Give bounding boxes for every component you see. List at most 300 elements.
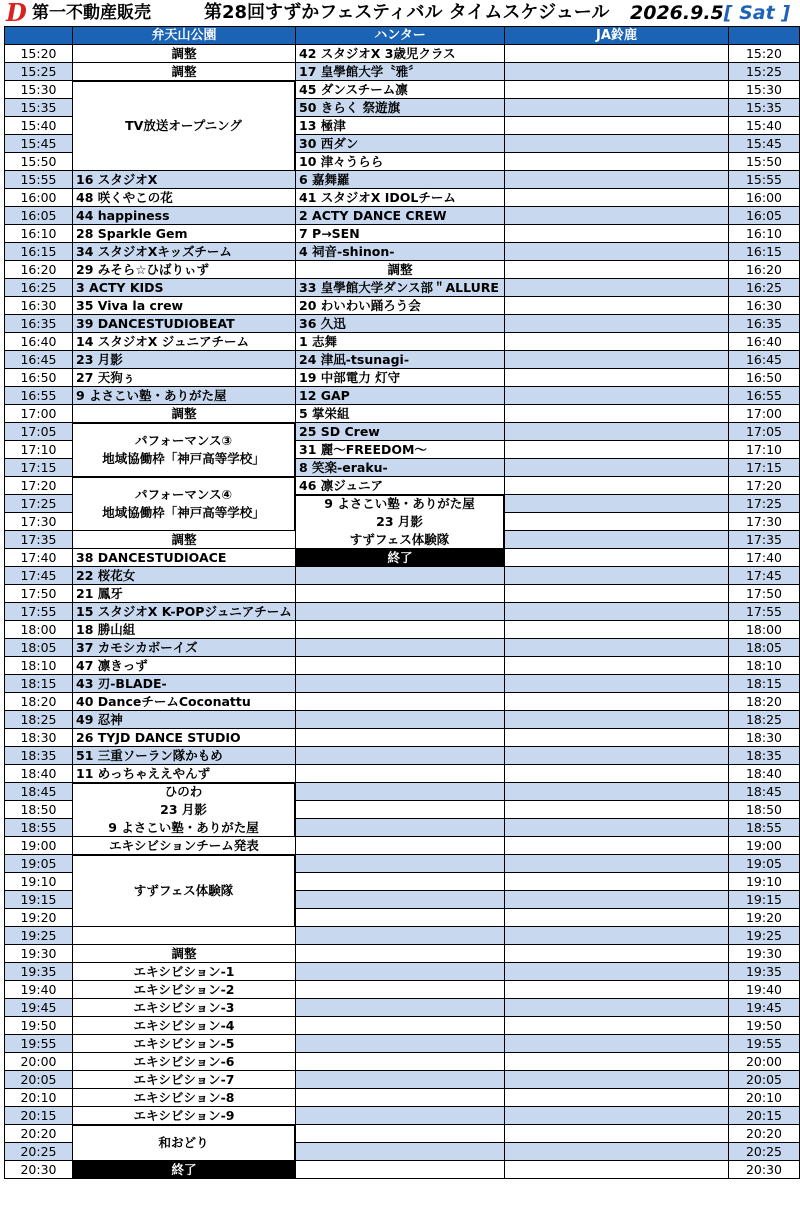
time-cell-right: 18:40 [729,765,800,783]
time-cell-right: 18:05 [729,639,800,657]
hunter-cell: 1 志舞 [296,333,505,351]
ja-suzuka-cell [505,1125,729,1143]
table-row [5,711,800,729]
hunter-cell: 17 皇學館大学〝雅〞 [296,63,505,81]
time-cell-right: 18:20 [729,693,800,711]
time-cell: 17:00 [5,405,73,423]
ja-suzuka-cell [505,81,729,99]
time-cell: 20:00 [5,1053,73,1071]
time-cell-right: 17:25 [729,495,800,513]
time-cell: 19:30 [5,945,73,963]
time-cell-right: 15:25 [729,63,800,81]
bentenyama-cell: エキシビション-1 [73,963,296,981]
ja-suzuka-cell [505,873,729,891]
bentenyama-cell: エキシビション-9 [73,1107,296,1125]
block-line: 9 よさこい塾・ありがた屋 [324,496,475,511]
ja-suzuka-cell [505,189,729,207]
weekday: Sat [739,2,775,24]
time-cell: 19:40 [5,981,73,999]
time-cell: 15:35 [5,99,73,117]
bentenyama-cell: 43 刃-BLADE- [73,675,296,693]
time-cell-right: 19:00 [729,837,800,855]
time-cell: 16:55 [5,387,73,405]
time-cell: 19:15 [5,891,73,909]
hunter-cell: 8 笑楽-eraku- [296,459,505,477]
ja-suzuka-cell [505,369,729,387]
hunter-cell: 41 スタジオX IDOLチーム [296,189,505,207]
time-cell-right: 16:55 [729,387,800,405]
block-line: すずフェス体験隊 [349,532,450,547]
table-row [5,351,800,369]
time-cell: 15:50 [5,153,73,171]
bentenyama-cell [73,927,296,945]
ja-suzuka-cell [505,603,729,621]
ja-suzuka-cell [505,855,729,873]
bentenyama-cell: 26 TYJD DANCE STUDIO [73,729,296,747]
time-cell: 16:45 [5,351,73,369]
hunter-cell [296,927,505,945]
time-cell: 18:25 [5,711,73,729]
table-row [5,927,800,945]
hunter-cell [296,1053,505,1071]
time-cell-right: 18:30 [729,729,800,747]
time-cell-right: 15:40 [729,117,800,135]
schedule-rows [5,45,800,1179]
time-cell-right: 18:25 [729,711,800,729]
block-line: 地域協働枠「神戸高等学校」 [102,505,265,520]
time-cell: 16:25 [5,279,73,297]
hunter-cell: 12 GAP [296,387,505,405]
time-cell-right: 16:10 [729,225,800,243]
ja-suzuka-cell [505,711,729,729]
bentenyama-cell: 3 ACTY KIDS [73,279,296,297]
bentenyama-cell: 14 スタジオX ジュニアチーム [73,333,296,351]
ja-suzuka-cell [505,261,729,279]
performance-4-block [72,477,295,531]
ja-suzuka-cell [505,981,729,999]
time-cell-right: 19:40 [729,981,800,999]
hunter-cell: 36 久迅 [296,315,505,333]
time-cell-right: 16:00 [729,189,800,207]
time-cell: 18:55 [5,819,73,837]
time-cell-right: 17:55 [729,603,800,621]
table-row [5,387,800,405]
time-cell: 19:25 [5,927,73,945]
ja-suzuka-cell [505,459,729,477]
time-cell-right: 19:05 [729,855,800,873]
table-row [5,189,800,207]
time-cell-right: 20:30 [729,1161,800,1179]
block-line: 和おどり [158,1135,209,1150]
hunter-cell [296,585,505,603]
hunter-cell [296,1125,505,1143]
table-row [5,693,800,711]
table-row [5,657,800,675]
ja-suzuka-cell [505,963,729,981]
time-cell-right: 15:30 [729,81,800,99]
ja-suzuka-cell [505,153,729,171]
time-cell-right: 18:55 [729,819,800,837]
time-cell: 17:55 [5,603,73,621]
hunter-cell [296,1089,505,1107]
time-cell-right: 15:50 [729,153,800,171]
time-cell-right: 17:20 [729,477,800,495]
block-line: パフォーマンス③ [134,433,233,448]
bentenyama-cell: 27 天狗ぅ [73,369,296,387]
ja-suzuka-cell [505,891,729,909]
bentenyama-cell: エキシビション-7 [73,1071,296,1089]
ja-suzuka-cell [505,225,729,243]
performance-3-block [72,423,295,477]
time-cell: 16:20 [5,261,73,279]
hunter-cell [296,819,505,837]
bentenyama-cell: 29 みそら☆ひばりぃず [73,261,296,279]
ja-suzuka-cell [505,477,729,495]
hunter-cell [296,1017,505,1035]
hunter-cell [296,1143,505,1161]
time-cell-right: 17:50 [729,585,800,603]
time-cell: 18:30 [5,729,73,747]
time-cell: 16:50 [5,369,73,387]
ja-suzuka-cell [505,729,729,747]
hunter-cell [296,909,505,927]
hunter-cell: 45 ダンスチーム凛 [296,81,505,99]
table-row [5,297,800,315]
time-cell: 17:25 [5,495,73,513]
time-cell-right: 18:35 [729,747,800,765]
time-cell-right: 16:50 [729,369,800,387]
hunter-cell [296,657,505,675]
time-cell-right: 19:55 [729,1035,800,1053]
time-cell-right: 19:30 [729,945,800,963]
time-cell-right: 20:05 [729,1071,800,1089]
block-line: 9 よさこい塾・ありがた屋 [108,820,259,835]
hunter-cell [296,1161,505,1179]
hunter-cell [296,963,505,981]
ja-suzuka-cell [505,297,729,315]
time-cell-right: 20:00 [729,1053,800,1071]
time-cell-right: 15:45 [729,135,800,153]
date-bracket-close: ] [781,2,790,24]
time-cell-right: 17:00 [729,405,800,423]
hunter-cell: 30 西ダン [296,135,505,153]
bentenyama-cell: 40 DanceチームCoconattu [73,693,296,711]
block-line: すずフェス体験隊 [133,883,234,898]
table-row [5,279,800,297]
time-cell-right: 18:10 [729,657,800,675]
time-cell-right: 18:50 [729,801,800,819]
ja-suzuka-cell [505,819,729,837]
table-row [5,963,800,981]
hunter-cell [296,891,505,909]
time-cell-right: 16:20 [729,261,800,279]
ja-suzuka-cell [505,531,729,549]
ja-suzuka-cell [505,279,729,297]
ja-suzuka-cell [505,495,729,513]
bentenyama-cell: 28 Sparkle Gem [73,225,296,243]
column-header-row [5,27,800,45]
hunter-cell [296,765,505,783]
time-cell: 15:55 [5,171,73,189]
date-text: 2026.9.5 [630,2,724,24]
bentenyama-cell: 35 Viva la crew [73,297,296,315]
hunter-cell: 2 ACTY DANCE CREW [296,207,505,225]
bentenyama-cell: 23 月影 [73,351,296,369]
hunter-cell: 10 津々うらら [296,153,505,171]
ja-suzuka-cell [505,315,729,333]
table-row [5,621,800,639]
table-row [5,171,800,189]
ja-suzuka-cell [505,585,729,603]
time-cell: 15:20 [5,45,73,63]
time-cell: 19:50 [5,1017,73,1035]
hunter-cell [296,1035,505,1053]
ja-suzuka-cell [505,1107,729,1125]
time-cell-right: 20:20 [729,1125,800,1143]
ja-suzuka-cell [505,747,729,765]
hunter-cell [296,855,505,873]
time-cell-right: 16:45 [729,351,800,369]
ja-suzuka-cell [505,387,729,405]
hunter-cell [296,693,505,711]
time-cell-right: 19:20 [729,909,800,927]
time-cell-right: 17:10 [729,441,800,459]
table-row [5,999,800,1017]
time-cell: 20:15 [5,1107,73,1125]
time-cell: 18:00 [5,621,73,639]
hunter-cell: 6 嘉舞羅 [296,171,505,189]
time-cell-right: 15:35 [729,99,800,117]
page-title: 第28回すずかフェスティバル タイムスケジュール [204,2,610,23]
time-cell: 18:15 [5,675,73,693]
hunter-cell: 7 P→SEN [296,225,505,243]
table-row [5,1071,800,1089]
time-cell: 16:10 [5,225,73,243]
hunter-cell: 31 麗～FREEDOM～ [296,441,505,459]
table-row [5,333,800,351]
table-row [5,1107,800,1125]
hunter-cell [296,1071,505,1089]
time-cell-right: 19:15 [729,891,800,909]
date-bracket-open: [ [723,2,733,24]
hunter-cell [296,711,505,729]
time-cell: 20:05 [5,1071,73,1089]
bentenyama-cell: 11 めっちゃええやんず [73,765,296,783]
time-cell: 17:45 [5,567,73,585]
ja-suzuka-cell [505,837,729,855]
time-cell: 17:40 [5,549,73,567]
hunter-cell [296,945,505,963]
time-column-header-right [729,27,800,45]
block-line: 23 月影 [160,802,207,817]
time-cell: 19:00 [5,837,73,855]
hinowa-block [72,783,295,837]
time-cell: 16:05 [5,207,73,225]
hunter-cell [296,675,505,693]
time-cell-right: 18:45 [729,783,800,801]
table-row [5,1035,800,1053]
hunter-cell [296,837,505,855]
time-cell: 18:45 [5,783,73,801]
hunter-cell: 19 中部電力 灯守 [296,369,505,387]
time-cell: 16:15 [5,243,73,261]
time-cell-right: 16:35 [729,315,800,333]
time-cell: 16:35 [5,315,73,333]
time-cell-right: 16:40 [729,333,800,351]
table-row [5,243,800,261]
bentenyama-cell: 終了 [73,1161,296,1179]
ja-suzuka-cell [505,1089,729,1107]
table-row [5,747,800,765]
tv-opening-block [72,81,295,171]
time-cell: 18:40 [5,765,73,783]
hunter-cell [296,621,505,639]
venue-header-bentenyama: 弁天山公園 [73,27,296,45]
ja-suzuka-cell [505,1017,729,1035]
hunter-cell: 13 極津 [296,117,505,135]
header [0,0,800,26]
table-row [5,603,800,621]
time-cell-right: 17:35 [729,531,800,549]
company-logo: D [6,0,27,27]
time-cell-right: 17:45 [729,567,800,585]
hunter-cell [296,747,505,765]
time-cell: 16:00 [5,189,73,207]
suzufes-experience-block [72,855,295,927]
ja-suzuka-cell [505,1143,729,1161]
time-cell: 20:25 [5,1143,73,1161]
bentenyama-cell: 49 忍神 [73,711,296,729]
time-cell-right: 17:40 [729,549,800,567]
bentenyama-cell: エキシビション-4 [73,1017,296,1035]
bentenyama-cell: 51 三重ソーラン隊かもめ [73,747,296,765]
time-cell: 19:45 [5,999,73,1017]
table-row [5,1089,800,1107]
time-cell: 19:35 [5,963,73,981]
hunter-finale-block [295,495,504,549]
ja-suzuka-cell [505,45,729,63]
ja-suzuka-cell [505,783,729,801]
time-cell: 17:05 [5,423,73,441]
ja-suzuka-cell [505,441,729,459]
table-row [5,567,800,585]
table-row [5,639,800,657]
table-row [5,729,800,747]
ja-suzuka-cell [505,405,729,423]
venue-header-ja-suzuka: JA鈴鹿 [505,27,729,45]
bentenyama-cell: 15 スタジオX K-POPジュニアチーム [73,603,296,621]
time-cell: 17:35 [5,531,73,549]
ja-suzuka-cell [505,765,729,783]
time-cell: 18:10 [5,657,73,675]
time-cell-right: 19:45 [729,999,800,1017]
ja-suzuka-cell [505,207,729,225]
ja-suzuka-cell [505,351,729,369]
hunter-cell: 20 わいわい踊ろう会 [296,297,505,315]
hunter-cell [296,999,505,1017]
event-date [630,2,790,24]
time-cell-right: 17:30 [729,513,800,531]
bentenyama-cell: 22 桜花女 [73,567,296,585]
ja-suzuka-cell [505,567,729,585]
block-line: 地域協働枠「神戸高等学校」 [102,451,265,466]
table-row [5,837,800,855]
ja-suzuka-cell [505,333,729,351]
table-row [5,675,800,693]
company-name: 第一不動産販売 [32,3,151,23]
hunter-cell: 24 津凪-tsunagi- [296,351,505,369]
time-cell-right: 15:55 [729,171,800,189]
bentenyama-cell: 9 よさこい塾・ありがた屋 [73,387,296,405]
hunter-cell: 調整 [296,261,505,279]
hunter-cell [296,783,505,801]
bentenyama-cell: エキシビション-2 [73,981,296,999]
time-cell: 16:40 [5,333,73,351]
hunter-cell: 終了 [296,549,505,567]
ja-suzuka-cell [505,945,729,963]
time-cell: 15:25 [5,63,73,81]
ja-suzuka-cell [505,621,729,639]
time-cell: 19:20 [5,909,73,927]
hunter-cell: 42 スタジオX 3歳児クラス [296,45,505,63]
ja-suzuka-cell [505,99,729,117]
time-cell-right: 18:00 [729,621,800,639]
ja-suzuka-cell [505,999,729,1017]
ja-suzuka-cell [505,1035,729,1053]
hunter-cell [296,567,505,585]
time-cell: 17:20 [5,477,73,495]
time-cell-right: 20:25 [729,1143,800,1161]
schedule-table [4,26,800,1179]
ja-suzuka-cell [505,1053,729,1071]
ja-suzuka-cell [505,909,729,927]
table-row [5,1161,800,1179]
bentenyama-cell: 48 咲くやこの花 [73,189,296,207]
ja-suzuka-cell [505,1161,729,1179]
hunter-cell [296,873,505,891]
bentenyama-cell: 18 勝山組 [73,621,296,639]
hunter-cell [296,981,505,999]
ja-suzuka-cell [505,801,729,819]
hunter-cell [296,1107,505,1125]
time-column-header [5,27,73,45]
hunter-cell [296,603,505,621]
wa-odori-block [72,1125,295,1161]
table-row [5,1017,800,1035]
ja-suzuka-cell [505,549,729,567]
time-cell: 18:35 [5,747,73,765]
time-cell: 17:30 [5,513,73,531]
time-cell-right: 16:15 [729,243,800,261]
ja-suzuka-cell [505,63,729,81]
block-line: パフォーマンス④ [134,487,233,502]
hunter-cell: 33 皇學館大学ダンス部＂ALLURE [296,279,505,297]
table-row [5,315,800,333]
time-cell: 15:45 [5,135,73,153]
venue-header-hunter: ハンター [296,27,505,45]
table-row [5,765,800,783]
ja-suzuka-cell [505,927,729,945]
time-cell: 20:30 [5,1161,73,1179]
block-line: ひのわ [164,784,203,799]
hunter-cell [296,639,505,657]
time-cell-right: 19:50 [729,1017,800,1035]
bentenyama-cell: エキシビション-8 [73,1089,296,1107]
ja-suzuka-cell [505,693,729,711]
table-row [5,981,800,999]
ja-suzuka-cell [505,639,729,657]
table-row [5,1053,800,1071]
